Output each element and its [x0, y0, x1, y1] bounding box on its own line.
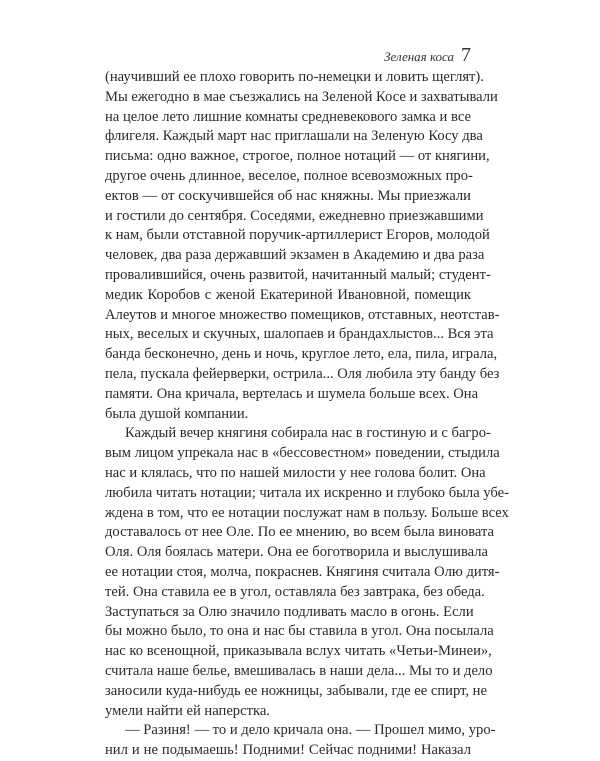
text-line: Оля. Оля боялась матери. Она ее боготворила и выслушивала — [105, 544, 489, 561]
text-line: была душой компании. — [105, 405, 249, 422]
text-line: провалившийся, очень развитой, начитанный малый; студент- — [105, 266, 491, 283]
text-line: любила читать нотации; читала их искренно и глубоко была убе- — [105, 484, 510, 501]
page-number: 7 — [461, 44, 471, 66]
text-line: ектов — от соскучившейся об нас княжны. Мы приезжали — [105, 187, 471, 204]
text-line: тей. Она ставила ее в угол, оставляла без завтрака, без обеда. — [105, 583, 485, 600]
text-line: ждена в том, что ее нотации послужат нам в пользу. Больше всех — [105, 504, 509, 521]
text-line: нас ко всенощной, приказывала вслух читать «Четьи-Минеи», — [105, 643, 492, 660]
text-line: нас и клялась, что по нашей милости у нее голова болит. Она — [105, 464, 486, 481]
text-line: письма: одно важное, строгое, полное нотаций — от княгини, — [105, 148, 490, 165]
text-line: банда бесконечно, день и ночь, круглое лето, ела, пила, играла, — [105, 346, 498, 363]
text-line: умели найти ей наперстка. — [105, 702, 270, 719]
paragraph — [105, 721, 496, 761]
running-title: Зеленая коса — [384, 49, 454, 64]
text-line: Заступаться за Олю значило подливать масло в огонь. Если — [105, 603, 474, 620]
text-line: ее нотации стоя, молча, покраснев. Княгиня считала Олю дитя- — [105, 563, 500, 580]
text-line: считала наше белье, вмешивалась в наши дела... Мы то и дело — [105, 662, 493, 679]
text-line: памяти. Она кричала, вертелась и шумела больше всех. Она — [105, 385, 479, 402]
text-line: нил и не подымаешь! Подними! Сейчас подними! Наказал — [105, 742, 471, 759]
running-header — [384, 44, 471, 67]
text-line: Алеутов и многое множество помещиков, отставных, неотстав- — [105, 306, 500, 323]
text-line: доставалось от нее Оле. По ее мнению, во всем была виновата — [105, 524, 495, 541]
body-text — [105, 68, 510, 761]
text-line: человек, два раза державший экзамен в Академию и два раза — [105, 247, 485, 264]
text-line: и гостили до сентября. Соседями, ежедневно приезжавшими — [105, 207, 484, 224]
text-line: заносили куда-нибудь ее ножницы, забывали, где ее спирт, не — [105, 682, 487, 699]
text-line: флигеля. Каждый март нас приглашали на Зеленую Косу два — [105, 128, 483, 145]
text-line: на целое лето лишние комнаты средневекового замка и все — [105, 108, 471, 125]
paragraph — [105, 68, 500, 424]
paragraph — [105, 424, 510, 721]
text-line: другое очень длинное, веселое, полное всевозможных про- — [105, 167, 473, 184]
text-line: бы можно было, то она и нас бы ставила в угол. Она посылала — [105, 623, 494, 640]
text-line: ных, веселых и скучных, шалопаев и брандахлыстов... Вся эта — [105, 326, 494, 343]
text-line: Мы ежегодно в мае съезжались на Зеленой Косе и захватывали — [105, 88, 498, 105]
text-line: (научивший ее плохо говорить по-немецки и ловить щеглят). — [105, 69, 484, 85]
text-line: к нам, были отставной поручик-артиллерист Егоров, молодой — [105, 227, 490, 244]
text-line: — Разиня! — то и дело кричала она. — Прошел мимо, уро- — [125, 722, 496, 739]
text-line: медик Коробов с женой Екатериной Ивановной, помещик — [105, 286, 471, 303]
text-line: пела, пускала фейерверки, острила... Оля любила эту банду без — [105, 365, 500, 382]
text-line: вым лицом упрекала нас в «бессовестном» поведении, стыдила — [105, 445, 500, 462]
text-line: Каждый вечер княгиня собирала нас в гостиную и с багро- — [125, 425, 491, 442]
